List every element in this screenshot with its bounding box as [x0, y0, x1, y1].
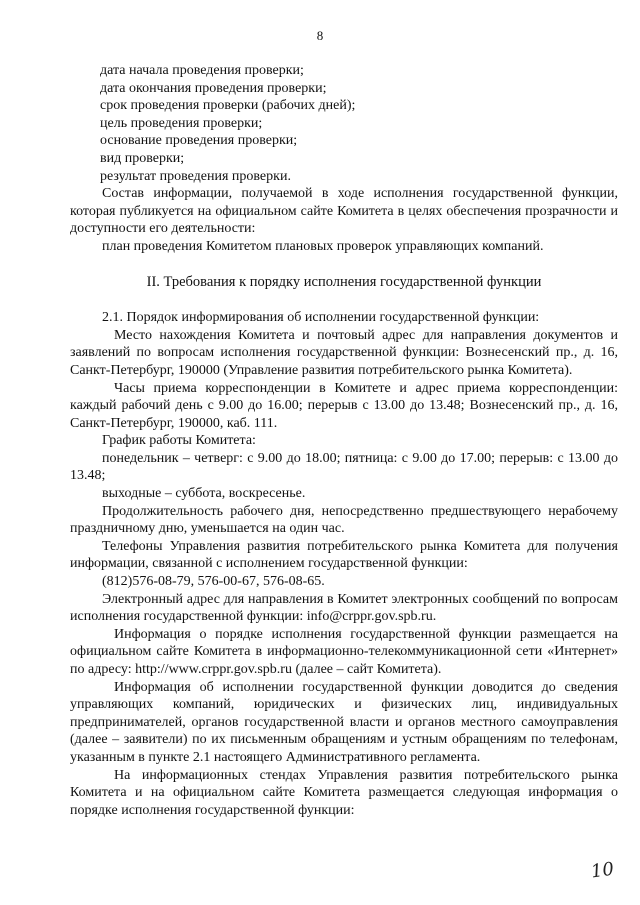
paragraph: 2.1. Порядок информирования об исполнении государственной функции: [102, 310, 540, 326]
handwritten-page-number: 10 [589, 858, 616, 883]
paragraph: График работы Комитета: [102, 433, 256, 449]
paragraph: выходные – суббота, воскресенье. [102, 486, 306, 502]
document-body [70, 62, 618, 819]
list-item: основание проведения проверки; [100, 133, 298, 149]
section-heading: II. Требования к порядку исполнения государственной функции [146, 273, 542, 290]
paragraph: Информация о порядке исполнения государственной функции размещается на официальном сайте Комитета в информационно-телекоммуникационной сети «Интернет» по адресу: http://www.crppr.gov.spb.ru (далее – сайт Комитета). [70, 626, 618, 677]
list-item: цель проведения проверки; [100, 115, 263, 131]
page-number: 8 [316, 28, 324, 43]
paragraph: Электронный адрес для направления в Комитет электронных сообщений по вопросам исполнения государственной функции: info@crppr.gov.spb.ru. [70, 591, 618, 625]
paragraph: план проведения Комитетом плановых проверок управляющих компаний. [102, 238, 544, 254]
list-item: вид проверки; [100, 150, 185, 166]
paragraph: (812)576-08-79, 576-00-67, 576-08-65. [102, 574, 325, 590]
paragraph: Продолжительность рабочего дня, непосредственно предшествующего нерабочему праздничному дню, уменьшается на один час. [70, 503, 618, 537]
paragraph: понедельник – четверг: с 9.00 до 18.00; пятница: с 9.00 до 17.00; перерыв: с 13.00 до 13.48; [70, 450, 618, 484]
paragraph: Телефоны Управления развития потребительского рынка Комитета для получения информации, связанной с исполнением государственной функции: [70, 538, 618, 572]
list-item: срок проведения проверки (рабочих дней); [100, 98, 356, 114]
list-item: результат проведения проверки. [100, 168, 291, 184]
list-item: дата начала проведения проверки; [100, 63, 304, 78]
paragraph: Часы приема корреспонденции в Комитете и адрес приема корреспонденции: каждый рабочий день с 9.00 до 16.00; перерыв с 13.00 до 13.48; Вознесенский пр., д. 16, Санкт-Петербург, 190000, каб. 111. [70, 380, 618, 431]
paragraph: Состав информации, получаемой в ходе исполнения государственной функции, которая публикуется на официальном сайте Комитета в целях обеспечения прозрачности и доступности его деятельности: [70, 186, 618, 237]
paragraph: Информация об исполнении государственной функции доводится до сведения управляющих компаний, юридических и физических лиц, индивидуальных предпринимателей, органов государственной власти и органов местного самоуправления (далее – заявители) по их письменным обращениям и устным обращениям по телефонам, указанным в пункте 2.1 настоящего Административного регламента. [70, 679, 618, 765]
paragraph: На информационных стендах Управления развития потребительского рынка Комитета и на официальном сайте Комитета размещается следующая информация о порядке исполнения государственной функции: [70, 767, 618, 818]
list-item: дата окончания проведения проверки; [100, 80, 327, 96]
paragraph: Место нахождения Комитета и почтовый адрес для направления документов и заявлений по вопросам исполнения государственной функции: Вознесенский пр., д. 16, Санкт-Петербург, 190000 (Управление развития потребительского рынка Комитета). [70, 327, 618, 378]
